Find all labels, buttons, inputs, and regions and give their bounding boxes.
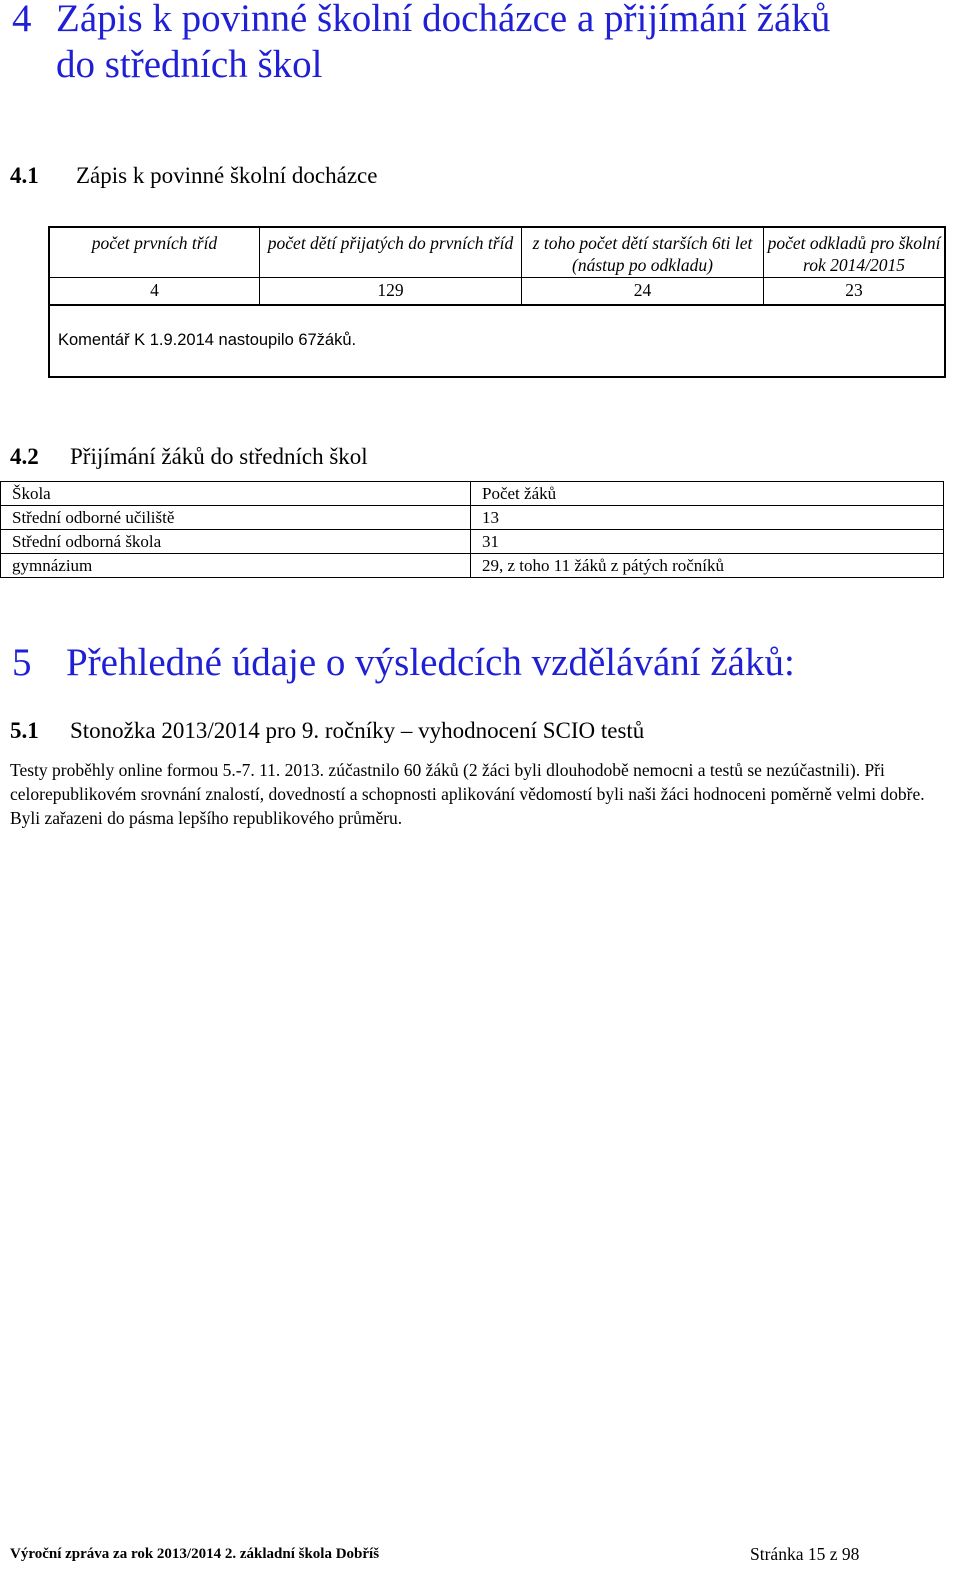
student-count: 31 [471,530,944,554]
section-5-1-title: Stonožka 2013/2014 pro 9. ročníky – vyhodnocení SCIO testů [70,718,645,743]
table-header-row [1,482,944,506]
table-row [1,554,944,578]
footer-page-number: Stránka 15 z 98 [750,1544,860,1564]
section-4-1-heading [10,162,377,190]
school-name: Střední odborné učiliště [1,506,471,530]
section-5-title: Přehledné údaje o výsledcích vzdělávání žáků: [66,641,795,684]
header-older-children: z toho počet dětí starších 6ti let (nástup po odkladu) [522,228,764,277]
section-5-1-number: 5.1 [10,718,39,743]
section-4-heading [12,0,830,42]
enrollment-table-header [50,228,944,277]
section-5-1-heading [10,717,644,745]
header-admitted-children: počet dětí přijatých do prvních tříd [260,228,522,277]
school-name: gymnázium [1,554,471,578]
header-student-count: Počet žáků [471,482,944,506]
section-4-number: 4 [12,0,32,40]
student-count: 29, z toho 11 žáků z pátých ročníků [471,554,944,578]
section-5-heading [12,640,795,686]
enrollment-table-values [50,277,944,304]
section-4-2-number: 4.2 [10,444,39,469]
table-row [1,506,944,530]
section-4-title-line2: do středních škol [56,43,323,86]
school-name: Střední odborná škola [1,530,471,554]
section-4-1-number: 4.1 [10,163,39,188]
section-4-1-title: Zápis k povinné školní docházce [76,163,378,188]
header-school: Škola [1,482,471,506]
section-4-title-line1: Zápis k povinné školní docházce a přijímání žáků [56,0,831,40]
section-4-2-heading [10,443,368,471]
scio-results-paragraph: Testy proběhly online formou 5.-7. 11. 2013. zúčastnilo 60 žáků (2 žáci byli dlouhodobě nemocni a testů se nezúčastnili). Při celorepublikovém srovnání znalostí, dovedností a schopnosti aplikování vědomostí byli naši žáci hodnoceni poměrně velmi dobře. Byli zařazeni do pásma lepšího republikového průměru. [10,760,925,828]
header-first-classes: počet prvních tříd [50,228,260,277]
value-first-classes: 4 [50,278,260,304]
table-row [1,530,944,554]
section-4-2-title: Přijímání žáků do středních škol [70,444,368,469]
footer-report-title: Výroční zpráva za rok 2013/2014 2. základní škola Dobříš [10,1546,380,1562]
student-count: 13 [471,506,944,530]
value-deferrals: 23 [845,280,863,300]
value-older-children: 24 [522,278,764,304]
header-deferrals: počet odkladů pro školní rok 2014/2015 [767,233,941,275]
enrollment-table [48,226,946,378]
value-admitted-children: 129 [260,278,522,304]
enrollment-comment: Komentář K 1.9.2014 nastoupilo 67žáků. [50,304,944,376]
section-5-number: 5 [12,641,32,684]
secondary-admissions-table [0,481,944,578]
